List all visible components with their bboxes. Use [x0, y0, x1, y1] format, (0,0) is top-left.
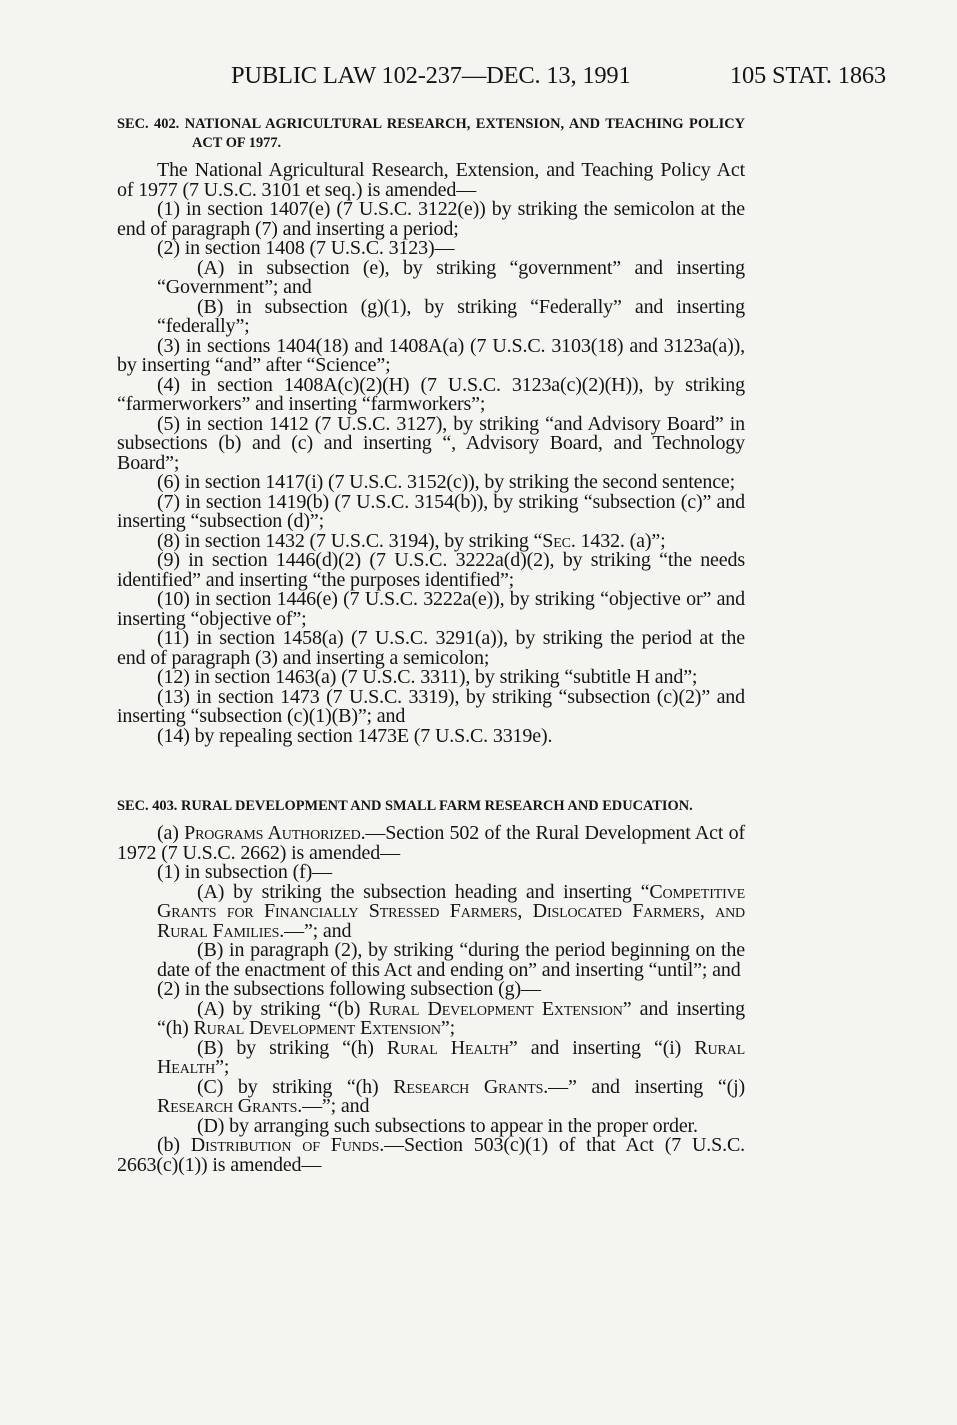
subparagraph-a2b-smallcaps-2: Rural Health: [157, 1036, 746, 1078]
paragraph-3: (3) in sections 1404(18) and 1408A(a) (7 U.S.C. 3103(18) and 3123a(a)), by inserting “and” after “Science”;: [117, 334, 745, 376]
subparagraph-a2c-smallcaps-2: Research Grants: [157, 1095, 298, 1117]
subparagraph-a2a: [117, 997, 745, 1039]
paragraph-1: (1) in section 1407(e) (7 U.S.C. 3122(e)) by striking the semicolon at the end of paragraph (7) and inserting a period;: [117, 198, 745, 240]
subparagraph-a1a-smallcaps: Competitive Grants for Financially Stressed Farmers, Dislocated Farmers, and Rural Families: [157, 880, 745, 942]
paragraph-5: (5) in section 1412 (7 U.S.C. 3127), by striking “and Advisory Board” in subsections (b) and (c) and inserting “, Advisory Board, and Technology Board”;: [117, 412, 745, 474]
paragraph-8-smallcaps: Sec: [542, 529, 571, 552]
subparagraph-a2a-smallcaps-2: Rural Development Extension: [193, 1017, 441, 1039]
paragraph-a2: (2) in the subsections following subsection (g)—: [157, 978, 541, 1000]
section-403-heading: SEC. 403. RURAL DEVELOPMENT AND SMALL FARM RESEARCH AND EDUCATION.: [117, 798, 693, 814]
subparagraph-a2b-part-1: (B) by striking “(h): [197, 1036, 387, 1059]
header-stat-page: 105 STAT. 1863: [729, 62, 886, 89]
paragraph-6: (6) in section 1417(i) (7 U.S.C. 3152(c)), by striking the second sentence;: [157, 471, 736, 493]
paragraph-4: (4) in section 1408A(c)(2)(H) (7 U.S.C. 3123a(c)(2)(H)), by striking “farmerworkers” and inserting “farmworkers”;: [117, 373, 745, 415]
subparagraph-a2a-part-3: ”;: [440, 1017, 455, 1039]
paragraph-10: (10) in section 1446(e) (7 U.S.C. 3222a(e)), by striking “objective or” and inserting “objective of”;: [117, 588, 745, 630]
subsection-a-label: (a): [157, 822, 185, 844]
paragraph-7: (7) in section 1419(b) (7 U.S.C. 3154(b)), by striking “subsection (c)” and inserting “subsection (d)”;: [117, 490, 745, 532]
section-403: [117, 797, 745, 1175]
subparagraph-a2c-part-1: (C) by striking “(h): [197, 1075, 394, 1098]
subparagraph-a1b: (B) in paragraph (2), by striking “during the period beginning on the date of the enactment of this Act and ending on” and inserting “until”; and: [157, 939, 745, 981]
subsection-b-heading: Distribution of Funds: [190, 1134, 380, 1156]
subparagraph-a2a-smallcaps-1: Rural Development Extension: [368, 997, 623, 1020]
paragraph-12: (12) in section 1463(a) (7 U.S.C. 3311), by striking “subtitle H and”;: [157, 666, 698, 688]
paragraph-8-part-2: . 1432. (a)”;: [570, 529, 666, 552]
paragraph-11: (11) in section 1458(a) (7 U.S.C. 3291(a)), by striking the period at the end of paragraph (3) and inserting a semicolon;: [117, 627, 745, 669]
subparagraph-a1a: [117, 880, 745, 942]
section-402: [117, 115, 745, 746]
paragraph-2: (2) in section 1408 (7 U.S.C. 3123)—: [157, 237, 455, 259]
paragraph-9: (9) in section 1446(d)(2) (7 U.S.C. 3222a(d)(2), by striking “the needs identified” and inserting “the purposes identified”;: [117, 549, 745, 591]
paragraph-8-part-1: (8) in section 1432 (7 U.S.C. 3194), by striking “: [157, 529, 543, 552]
subsection-b-text: .—Section 503(c)(1) of that Act (7 U.S.C. 2663(c)(1)) is amended—: [117, 1134, 745, 1176]
subparagraph-a2a-part-2: ” and inserting “(h): [157, 997, 745, 1039]
subparagraph-a2c: [117, 1075, 745, 1117]
header-title: PUBLIC LAW 102-237—DEC. 13, 1991: [231, 62, 631, 89]
section-402-intro: The National Agricultural Research, Extension, and Teaching Policy Act of 1977 (7 U.S.C. 3101 et seq.) is amended—: [117, 159, 745, 201]
subparagraph-a1a-part-1: (A) by striking the subsection heading and inserting “: [197, 880, 650, 903]
subsection-a-heading: Programs Authorized: [184, 822, 361, 844]
paragraph-14: (14) by repealing section 1473E (7 U.S.C. 3319e).: [157, 724, 553, 747]
subparagraph-2b: (B) in subsection (g)(1), by striking “Federally” and inserting “federally”;: [157, 295, 745, 337]
subparagraph-a2b: [117, 1036, 746, 1078]
subparagraph-a2b-part-3: ”;: [215, 1056, 230, 1078]
subparagraph-a2a-part-1: (A) by striking “(b): [197, 997, 369, 1020]
subparagraph-a2b-part-2: ” and inserting “(i): [508, 1036, 695, 1059]
running-header: [231, 62, 886, 90]
subparagraph-a2d: (D) by arranging such subsections to appear in the proper order.: [197, 1114, 698, 1137]
subparagraph-a2c-smallcaps-1: Research Grants: [393, 1075, 544, 1098]
paragraph-13: (13) in section 1473 (7 U.S.C. 3319), by striking “subsection (c)(2)” and inserting “subsection (c)(1)(B)”; and: [117, 685, 745, 727]
section-402-heading: SEC. 402. NATIONAL AGRICULTURAL RESEARCH, EXTENSION, AND TEACHING POLICY ACT OF 1977.: [117, 116, 745, 151]
subsection-b: [117, 1136, 745, 1175]
subsection-a-text: .—Section 502 of the Rural Development Act of 1972 (7 U.S.C. 2662) is amended—: [117, 822, 745, 864]
subparagraph-a2c-part-3: .—”; and: [297, 1095, 370, 1117]
subparagraph-2a: (A) in subsection (e), by striking “government” and inserting “Government”; and: [157, 256, 745, 298]
paragraph-a1: (1) in subsection (f)—: [157, 861, 332, 883]
subsection-b-label: (b): [157, 1134, 191, 1156]
subparagraph-a2c-part-2: .—” and inserting “(j): [543, 1075, 745, 1098]
subparagraph-a1a-part-2: .—”; and: [279, 919, 352, 942]
subsection-a: [117, 824, 745, 863]
subparagraph-a2b-smallcaps-1: Rural Health: [386, 1036, 509, 1059]
